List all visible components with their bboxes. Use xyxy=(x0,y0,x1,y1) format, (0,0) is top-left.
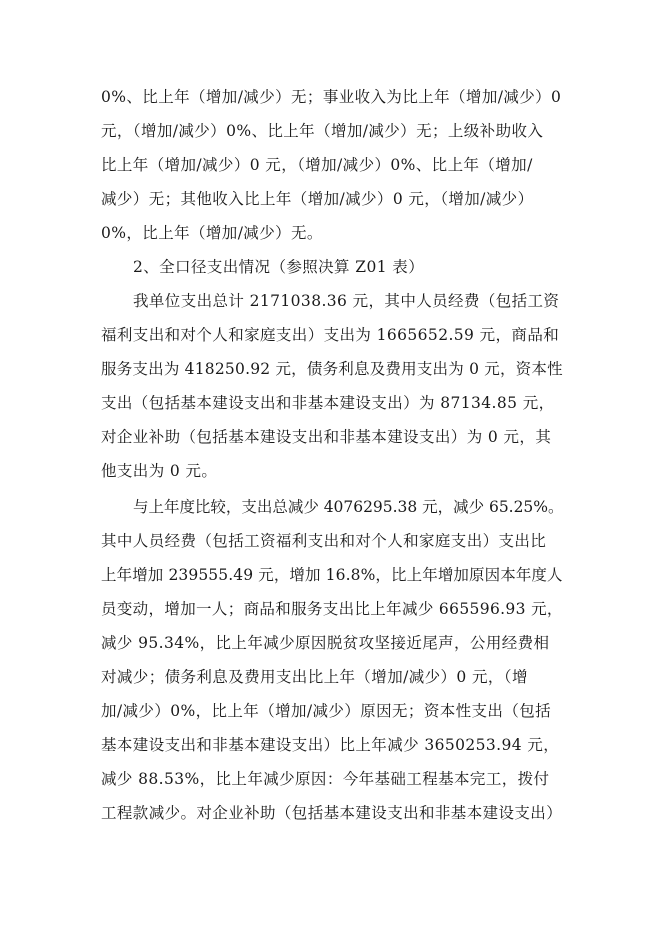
text-line: 上年增加 239555.49 元，增加 16.8%，比上年增加原因本年度人 xyxy=(101,566,563,584)
text-line: 减少）无；其他收入比上年（增加/减少）0 元，（增加/减少） xyxy=(101,190,534,208)
section-heading: 2、全口径支出情况（参照决算 Z01 表） xyxy=(133,258,425,276)
text-line: 福利支出和对个人和家庭支出）支出为 1665652.59 元，商品和 xyxy=(101,326,560,344)
text-line: 对企业补助（包括基本建设支出和非基本建设支出）为 0 元，其 xyxy=(101,428,552,446)
text-line: 基本建设支出和非基本建设支出）比上年减少 3650253.94 元， xyxy=(101,736,560,754)
text-line: 我单位支出总计 2171038.36 元，其中人员经费（包括工资 xyxy=(133,292,560,310)
text-line: 服务支出为 418250.92 元，债务利息及费用支出为 0 元，资本性 xyxy=(101,360,563,378)
text-line: 0%，比上年（增加/减少）无。 xyxy=(101,224,323,242)
text-line: 0%、比上年（增加/减少）无；事业收入为比上年（增加/减少）0 xyxy=(101,88,562,106)
text-line: 比上年（增加/减少）0 元，（增加/减少）0%、比上年（增加/ xyxy=(101,156,533,174)
text-line: 对减少；债务利息及费用支出比上年（增加/减少）0 元，（增 xyxy=(101,668,528,686)
text-line: 加/减少）0%，比上年（增加/减少）原因无；资本性支出（包括 xyxy=(101,702,552,720)
text-line: 减少 88.53%，比上年减少原因：今年基础工程基本完工，拨付 xyxy=(101,770,550,788)
text-line: 员变动，增加一人；商品和服务支出比上年减少 665596.93 元， xyxy=(101,600,563,618)
text-line: 与上年度比较，支出总减少 4076295.38 元，减少 65.25%。 xyxy=(133,498,564,516)
text-line: 工程款减少。对企业补助（包括基本建设支出和非基本建设支出） xyxy=(101,804,563,822)
text-line: 他支出为 0 元。 xyxy=(101,462,218,480)
text-line: 其中人员经费（包括工资福利支出和对个人和家庭支出）支出比 xyxy=(101,532,547,550)
text-line: 支出（包括基本建设支出和非基本建设支出）为 87134.85 元， xyxy=(101,394,555,412)
text-line: 元，（增加/减少）0%、比上年（增加/减少）无；上级补助收入 xyxy=(101,122,544,140)
text-line: 减少 95.34%，比上年减少原因脱贫攻坚接近尾声，公用经费相 xyxy=(101,634,550,652)
